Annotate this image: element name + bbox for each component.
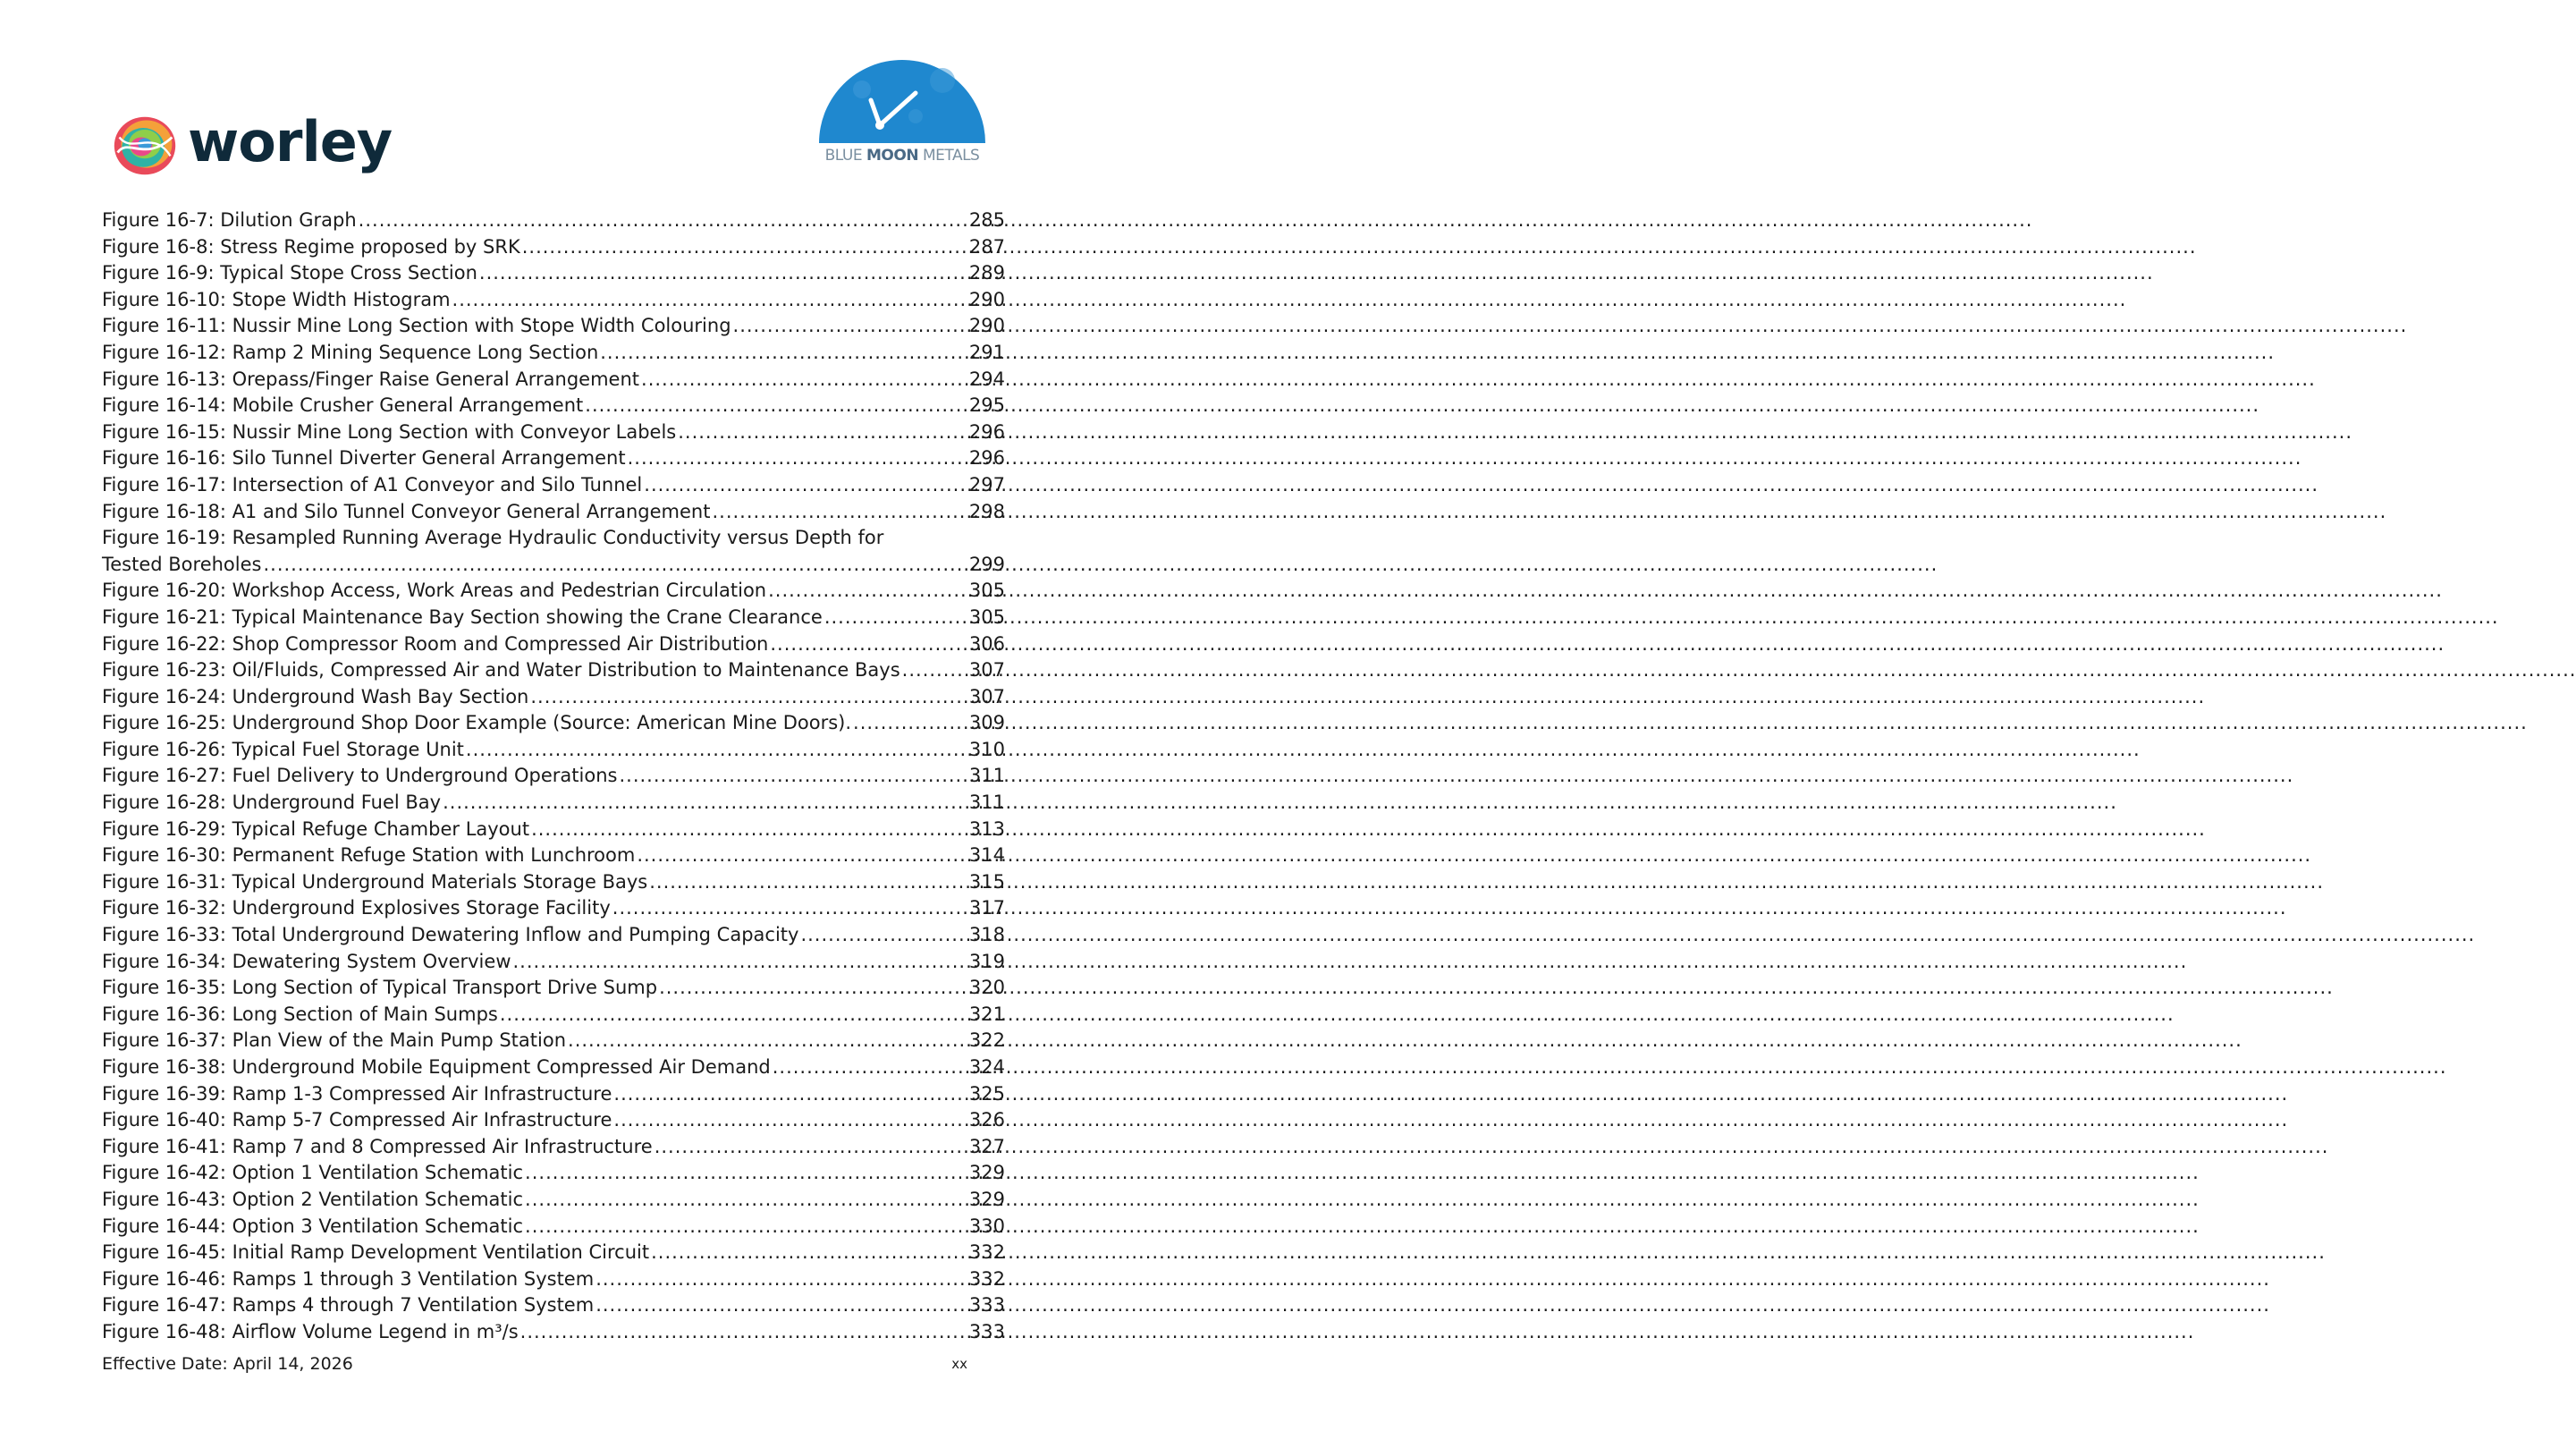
toc-entry[interactable]: [102, 631, 1005, 658]
toc-entry-label: Figure 16-24: Underground Wash Bay Section: [102, 685, 529, 707]
toc-entry[interactable]: [102, 260, 1005, 287]
toc-entry-label: Figure 16-23: Oil/Fluids, Compressed Air and Water Distribution to Maintenance Bays: [102, 659, 900, 682]
toc-entry-label: Figure 16-15: Nussir Mine Long Section with Conveyor Labels: [102, 420, 677, 443]
toc-entry[interactable]: [102, 367, 1005, 394]
toc-entry[interactable]: [102, 1292, 1005, 1319]
dot-leader: [649, 869, 966, 896]
dot-leader: [525, 1160, 966, 1187]
toc-entry-label: Figure 16-38: Underground Mobile Equipment Compressed Air Demand: [102, 1056, 771, 1078]
dot-leader: [824, 605, 966, 631]
toc-entry-label: Figure 16-9: Typical Stope Cross Section: [102, 262, 477, 284]
toc-entry[interactable]: [102, 895, 1005, 922]
dot-leader: [513, 949, 966, 976]
toc-entry[interactable]: [102, 578, 1005, 605]
toc-entry-page: 329: [968, 1188, 1005, 1210]
toc-entry[interactable]: [102, 525, 1005, 578]
toc-entry-label: Figure 16-17: Intersection of A1 Conveyor and Silo Tunnel: [102, 473, 643, 495]
toc-entry-page: 320: [968, 977, 1005, 999]
toc-entry-page: 290: [968, 315, 1005, 337]
dot-leader: [595, 1292, 966, 1319]
toc-entry[interactable]: [102, 445, 1005, 472]
toc-entry-page: 318: [968, 924, 1005, 946]
dot-leader: [520, 1319, 966, 1346]
dot-leader: [770, 631, 966, 658]
toc-entry[interactable]: [102, 234, 1005, 261]
dot-leader: [359, 207, 966, 234]
dot-leader: [531, 817, 966, 843]
dot-leader: [466, 737, 966, 764]
toc-entry[interactable]: [102, 975, 1005, 1002]
toc-entry-page: 299: [968, 553, 1005, 575]
toc-entry-page: 325: [968, 1082, 1005, 1105]
toc-entry-page: 333: [968, 1294, 1005, 1317]
toc-entry-page: 295: [968, 394, 1005, 417]
toc-entry-label: Figure 16-14: Mobile Crusher General Arrangement: [102, 394, 584, 417]
dot-leader: [525, 1187, 966, 1214]
dot-leader: [263, 552, 965, 579]
toc-entry-page: 321: [968, 1003, 1005, 1025]
toc-entry[interactable]: [102, 499, 1005, 526]
toc-entry-page: 298: [968, 500, 1005, 522]
toc-entry-page: 294: [968, 368, 1005, 390]
dot-leader: [768, 578, 966, 605]
toc-entry[interactable]: [102, 922, 1005, 949]
toc-entry-label: Figure 16-29: Typical Refuge Chamber Layout: [102, 817, 530, 840]
toc-entry[interactable]: [102, 605, 1005, 631]
toc-entry-label: Figure 16-37: Plan View of the Main Pump Station: [102, 1029, 567, 1052]
toc-entry[interactable]: [102, 1002, 1005, 1029]
toc-entry-page: 330: [968, 1215, 1005, 1237]
toc-entry-page: 287: [968, 235, 1005, 258]
toc-entry-label: Figure 16-11: Nussir Mine Long Section with Stope Width Colouring: [102, 315, 731, 337]
dot-leader: [443, 790, 966, 817]
blue-moon-metals-logo: [808, 54, 996, 170]
toc-entry-label: Figure 16-46: Ramps 1 through 3 Ventilation System: [102, 1267, 595, 1290]
toc-entry[interactable]: [102, 684, 1005, 711]
toc-entry-page: 324: [968, 1056, 1005, 1078]
toc-entry[interactable]: [102, 1214, 1005, 1241]
dot-leader: [452, 287, 966, 314]
toc-entry-page: 291: [968, 341, 1005, 363]
toc-entry-page: 326: [968, 1109, 1005, 1131]
dot-leader: [619, 763, 965, 790]
dot-leader: [655, 1134, 966, 1161]
toc-entry[interactable]: [102, 817, 1005, 843]
toc-entry-page: 297: [968, 473, 1005, 495]
toc-entry-page: 332: [968, 1241, 1005, 1264]
dot-leader: [585, 393, 966, 419]
toc-entry-page: 327: [968, 1135, 1005, 1157]
toc-entry-label: Figure 16-22: Shop Compressor Room and Compressed Air Distribution: [102, 632, 769, 655]
toc-entry-label: Figure 16-25: Underground Shop Door Example (Source: American Mine Doors).: [102, 712, 852, 734]
toc-entry-label: Figure 16-44: Option 3 Ventilation Schematic: [102, 1215, 524, 1237]
toc-entry-label: Figure 16-42: Option 1 Ventilation Schematic: [102, 1162, 524, 1184]
toc-entry-page: 311: [968, 792, 1005, 814]
toc-entry-label: Figure 16-26: Typical Fuel Storage Unit: [102, 738, 464, 760]
toc-entry-label: Figure 16-32: Underground Explosives Storage Facility: [102, 897, 611, 919]
toc-entry-page: 319: [968, 950, 1005, 972]
blue-moon-metals-wordmark: BLUE MOON METALS: [824, 147, 980, 165]
toc-entry[interactable]: [102, 710, 1005, 737]
toc-entry-page: 289: [968, 262, 1005, 284]
toc-entry[interactable]: [102, 1187, 1005, 1214]
toc-entry-page: 306: [968, 632, 1005, 655]
dot-leader: [613, 1107, 966, 1134]
toc-entry-label-continued: Tested Boreholes: [102, 553, 262, 575]
toc-entry-label: Figure 16-33: Total Underground Dewatering Inflow and Pumping Capacity: [102, 924, 799, 946]
toc-entry-label: Figure 16-45: Initial Ramp Development Ventilation Circuit: [102, 1241, 650, 1264]
dot-leader: [853, 710, 966, 737]
dot-leader: [612, 895, 966, 922]
toc-entry-page: 307: [968, 659, 1005, 682]
toc-entry-label: Figure 16-16: Silo Tunnel Diverter General Arrangement: [102, 447, 626, 470]
toc-entry[interactable]: [102, 287, 1005, 314]
worley-swirl-icon: [111, 112, 179, 180]
toc-entry-page: 315: [968, 870, 1005, 893]
toc-entry[interactable]: [102, 393, 1005, 419]
toc-entry-label: Figure 16-34: Dewatering System Overview: [102, 950, 511, 972]
dot-leader: [628, 445, 966, 472]
toc-entry-label: Figure 16-31: Typical Underground Materials Storage Bays: [102, 870, 648, 893]
dot-leader: [800, 922, 965, 949]
dot-leader: [600, 340, 966, 367]
toc-entry-page: 313: [968, 817, 1005, 840]
toc-entry-page: 307: [968, 685, 1005, 707]
worley-logo: [111, 106, 392, 186]
toc-entry[interactable]: [102, 1028, 1005, 1054]
toc-entry[interactable]: [102, 657, 1005, 684]
toc-entry-page: 322: [968, 1029, 1005, 1052]
toc-entry[interactable]: [102, 1081, 1005, 1108]
dot-leader: [530, 684, 966, 711]
toc-entry-page: 290: [968, 288, 1005, 310]
dot-leader: [659, 975, 966, 1002]
toc-entry-page: 329: [968, 1162, 1005, 1184]
toc-entry-label: Figure 16-48: Airflow Volume Legend in m³/s: [102, 1320, 519, 1342]
toc-entry-label: Figure 16-8: Stress Regime proposed by SRK: [102, 235, 520, 258]
toc-entry-label: Figure 16-35: Long Section of Typical Transport Drive Sump: [102, 977, 658, 999]
toc-entry[interactable]: [102, 1134, 1005, 1161]
dot-leader: [522, 234, 966, 261]
toc-entry-label: Figure 16-28: Underground Fuel Bay: [102, 792, 442, 814]
dot-leader: [644, 472, 966, 499]
dot-leader: [613, 1081, 966, 1108]
toc-entry-label: Figure 16-30: Permanent Refuge Station with Lunchroom: [102, 844, 636, 867]
page-number: xx: [951, 1356, 967, 1372]
toc-entry[interactable]: [102, 1240, 1005, 1266]
toc-entry[interactable]: [102, 1160, 1005, 1187]
dot-leader: [500, 1002, 966, 1029]
toc-entry[interactable]: [102, 1319, 1005, 1346]
toc-entry-label: Figure 16-7: Dilution Graph: [102, 209, 357, 231]
list-of-figures: [102, 207, 1005, 1346]
dot-leader: [641, 367, 966, 394]
toc-entry-page: 305: [968, 580, 1005, 602]
dot-leader: [733, 313, 966, 340]
toc-entry[interactable]: [102, 869, 1005, 896]
toc-entry-page: 311: [968, 765, 1005, 787]
toc-entry-label: Figure 16-19: Resampled Running Average Hydraulic Conductivity versus Depth for: [102, 527, 884, 549]
toc-entry-page: 285: [968, 209, 1005, 231]
toc-entry-label: Figure 16-21: Typical Maintenance Bay Section showing the Crane Clearance: [102, 605, 823, 628]
effective-date: Effective Date: April 14, 2026: [102, 1354, 353, 1374]
toc-entry-label: Figure 16-20: Workshop Access, Work Areas and Pedestrian Circulation: [102, 580, 767, 602]
toc-entry-label: Figure 16-13: Orepass/Finger Raise General Arrangement: [102, 368, 640, 390]
toc-entry-label: Figure 16-43: Option 2 Ventilation Schematic: [102, 1188, 524, 1210]
toc-entry-page: 314: [968, 844, 1005, 867]
dot-leader: [678, 419, 966, 446]
dot-leader: [568, 1028, 966, 1054]
toc-entry[interactable]: [102, 1266, 1005, 1293]
toc-entry-page: 296: [968, 420, 1005, 443]
toc-entry-label: Figure 16-39: Ramp 1-3 Compressed Air Infrastructure: [102, 1082, 612, 1105]
worley-wordmark: worley: [188, 109, 393, 174]
toc-entry-page: 332: [968, 1267, 1005, 1290]
toc-entry-page: 305: [968, 605, 1005, 628]
dot-leader: [525, 1214, 966, 1241]
dot-leader: [902, 657, 966, 684]
toc-entry[interactable]: [102, 949, 1005, 976]
toc-entry[interactable]: [102, 340, 1005, 367]
toc-entry[interactable]: [102, 1054, 1005, 1081]
page-header: [0, 0, 1118, 206]
dot-leader: [773, 1054, 966, 1081]
toc-entry-page: 309: [968, 712, 1005, 734]
dot-leader: [712, 499, 965, 526]
toc-entry[interactable]: [102, 207, 1005, 234]
toc-entry-page: 296: [968, 447, 1005, 470]
toc-entry-label: Figure 16-12: Ramp 2 Mining Sequence Long Section: [102, 341, 599, 363]
toc-entry-label: Figure 16-18: A1 and Silo Tunnel Conveyor General Arrangement: [102, 500, 711, 522]
toc-entry[interactable]: [102, 763, 1005, 790]
dot-leader: [651, 1240, 966, 1266]
toc-entry[interactable]: [102, 790, 1005, 817]
dot-leader: [595, 1266, 966, 1293]
toc-entry[interactable]: [102, 1107, 1005, 1134]
toc-entry[interactable]: [102, 472, 1005, 499]
toc-entry-label: Figure 16-41: Ramp 7 and 8 Compressed Air Infrastructure: [102, 1135, 653, 1157]
toc-entry-page: 317: [968, 897, 1005, 919]
toc-entry-label: Figure 16-36: Long Section of Main Sumps: [102, 1003, 498, 1025]
toc-entry[interactable]: [102, 419, 1005, 446]
toc-entry-page: 310: [968, 738, 1005, 760]
moon-clock-icon: [808, 54, 996, 147]
dot-leader: [637, 843, 966, 869]
toc-entry-label: Figure 16-10: Stope Width Histogram: [102, 288, 451, 310]
toc-entry[interactable]: [102, 737, 1005, 764]
toc-entry-label: Figure 16-40: Ramp 5-7 Compressed Air Infrastructure: [102, 1109, 612, 1131]
toc-entry-page: 333: [968, 1320, 1005, 1342]
dot-leader: [479, 260, 966, 287]
toc-entry-label: Figure 16-27: Fuel Delivery to Underground Operations: [102, 765, 618, 787]
toc-entry[interactable]: [102, 313, 1005, 340]
toc-entry[interactable]: [102, 843, 1005, 869]
toc-entry-label: Figure 16-47: Ramps 4 through 7 Ventilation System: [102, 1294, 595, 1317]
